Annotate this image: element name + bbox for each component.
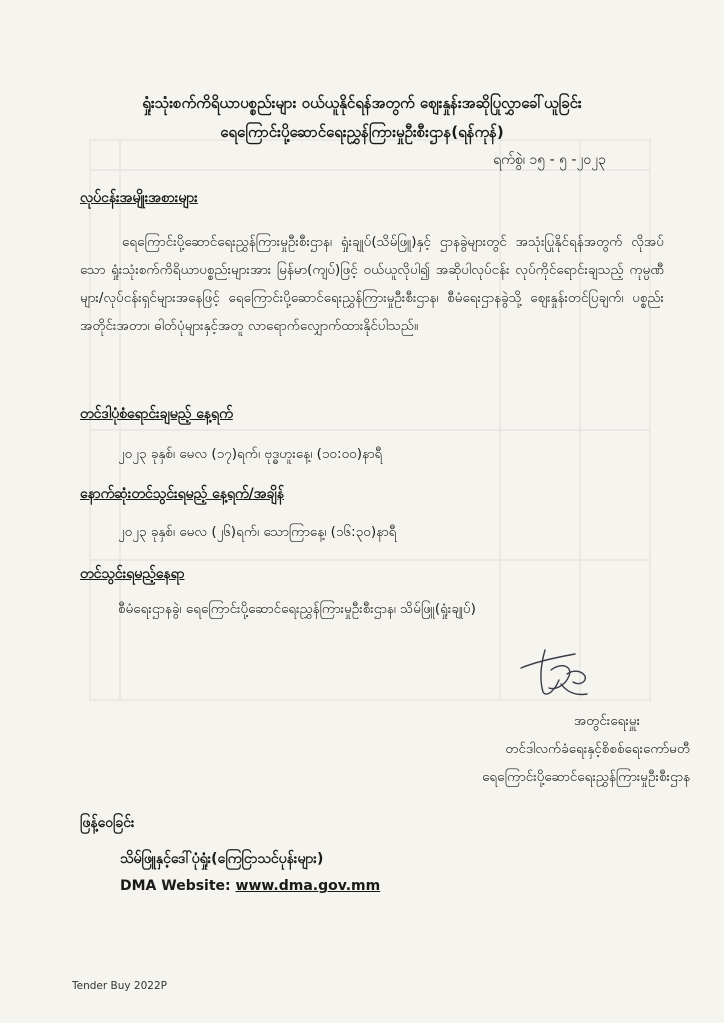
job-type-heading: လုပ်ငန်းအမျိုးအစားများ <box>80 190 198 206</box>
distribution-website <box>120 878 380 894</box>
website-link[interactable]: www.dma.gov.mm <box>235 878 381 894</box>
submit-place-heading: တင်သွင်းရမည့်နေရာ <box>80 566 185 582</box>
committee-name: တင်ဒါလက်ခံရေးနှင့်စိစစ်ရေးကော်မတီ <box>505 741 690 757</box>
deadline-heading: နောက်ဆုံးတင်သွင်းရမည့် နေ့ရက်/အချိန် <box>80 486 284 502</box>
department-name: ရေကြောင်းပို့ဆောင်ရေးညွှန်ကြားမှုဦးစီးဌာန(ရန်ကုန်) <box>220 123 504 141</box>
handwritten-signature <box>515 640 595 706</box>
distribution-heading: ဖြန့်ဝေခြင်း <box>80 815 135 831</box>
website-label: DMA Website: <box>120 878 236 894</box>
job-type-body: ရေကြောင်းပို့ဆောင်ရေးညွှန်ကြားမှုဦးစီးဌာန၊ ရှုံးချုပ်(သိမ်ဖြူ)နှင့် ဌာနခွဲများတွင် အသုံးပြုနိုင်ရန်အတွက် လိုအပ်သော ရှုံးသုံးစက်ကိရိယာပစ္စည်းများအား မြန်မာ(ကျပ်)ဖြင့် ဝယ်ယူလိုပါ၍ အဆိုပါလုပ်ငန်း လုပ်ကိုင်ရောင်းချသည့် ကုမ္ပဏီများ/လုပ်ငန်းရှင်များအနေဖြင့် ရေကြောင်းပို့ဆောင်ရေးညွှန်ကြားမှုဦးစီးဌာန၊ စီမံရေးဌာနခွဲသို့ ဈေးနှုန်းတင်ပြချက်၊ ပစ္စည်းအတိုင်းအတာ၊ ဓါတ်ပုံများနှင့်အတူ လာရောက်လျှောက်ထားနိုင်ပါသည်။ <box>80 234 664 334</box>
job-type-paragraph <box>80 228 664 340</box>
deadline-date: ၂၀၂၃ ခုနှစ်၊ မေလ (၂၆)ရက်၊ သောကြာနေ့၊ (၁၆:၃၀)နာရီ <box>118 524 397 540</box>
tender-buy-heading: တင်ဒါပုံစံရောင်းချမည့် နေ့ရက် <box>80 406 233 422</box>
signatory-title: အတွင်းရေးမှူး <box>573 713 640 729</box>
tender-buy-date: ၂၀၂၃ ခုနှစ်၊ မေလ (၁၇)ရက်၊ ဗုဒ္ဓဟူးနေ့၊ (၁၀:၀၀)နာရီ <box>118 446 383 462</box>
footer-label: Tender Buy 2022P <box>72 980 167 992</box>
document-title: ရှုံးသုံးစက်ကိရိယာပစ္စည်းများ ဝယ်ယူနိုင်ရန်အတွက် ဈေးနှုန်းအဆိုပြုလွှာခေါ်ယူခြင်း <box>142 94 582 112</box>
signatory-department: ရေကြောင်းပို့ဆောင်ရေးညွှန်ကြားမှုဦးစီးဌာန <box>482 769 690 785</box>
document-date: ရက်စွဲ၊ ၁၅ - ၅ -၂၀၂၃ <box>493 152 606 168</box>
submit-place: စီမံရေးဌာနခွဲ၊ ရေကြောင်းပို့ဆောင်ရေးညွှန်ကြားမှုဦးစီးဌာန၊ သိမ်ဖြူ(ရှုံးချုပ်) <box>118 601 476 617</box>
distribution-notice-boards: သိမ်ဖြူနှင့်ဒေါ်ပုံရှုံး(ကြေငြာသင်ပုန်းများ) <box>120 851 324 867</box>
